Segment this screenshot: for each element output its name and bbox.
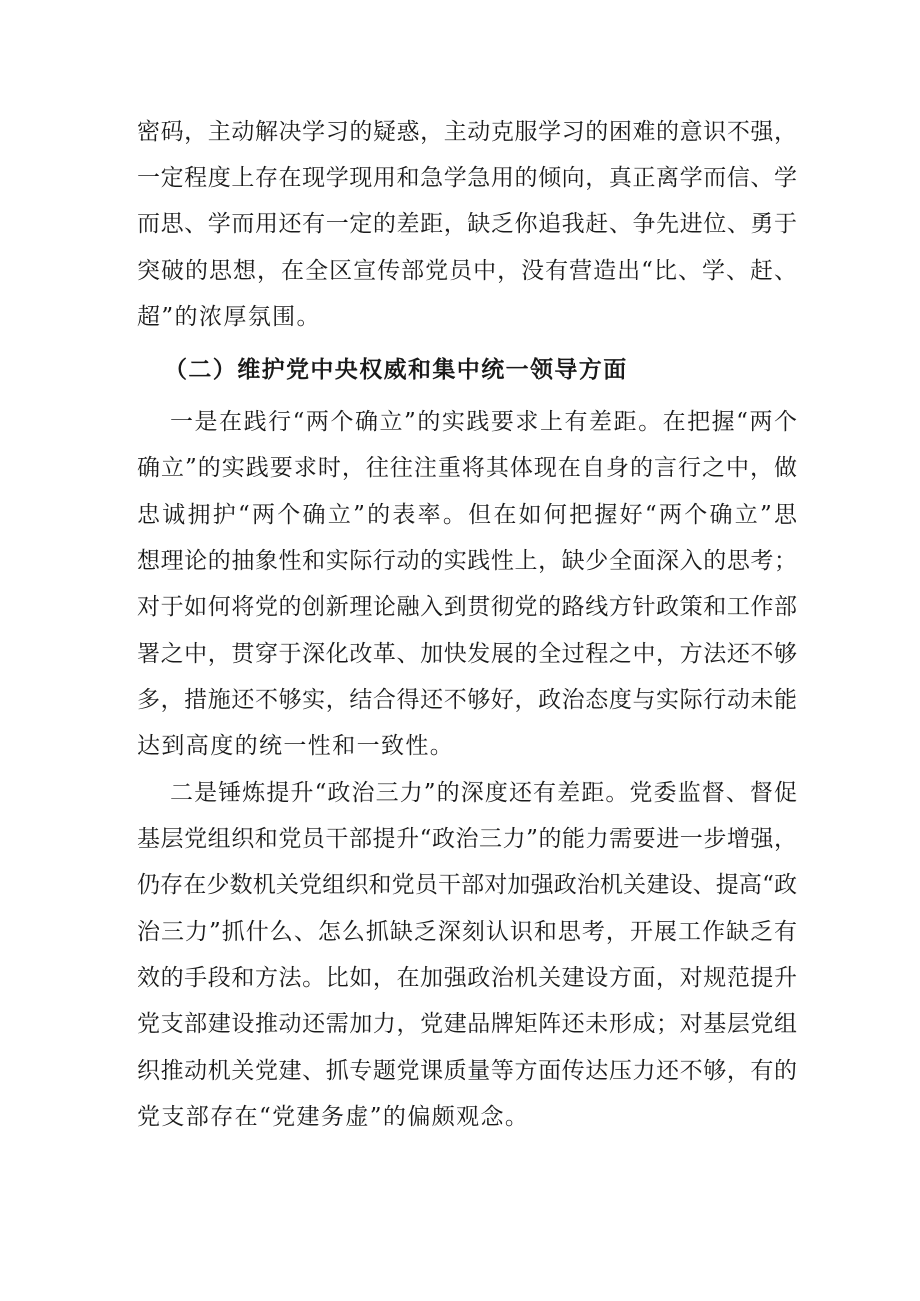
text-line: 突破的思想，在全区宣传部党员中，没有营造出“比、学、赶、: [137, 258, 797, 284]
text-line: 织推动机关党建、抓专题党课质量等方面传达压力还不够，有的: [137, 1058, 797, 1084]
text-line: 想理论的抽象性和实际行动的实践性上，缺少全面深入的思考；: [137, 548, 797, 574]
text-line: 效的手段和方法。比如，在加强政治机关建设方面，对规范提升: [137, 965, 797, 991]
text-line: 忠诚拥护“两个确立”的表率。但在如何把握好“两个确立”思: [137, 502, 797, 528]
text-line: 多，措施还不够实，结合得还不够好，政治态度与实际行动未能: [137, 687, 797, 713]
text-line: 党支部建设推动还需加力，党建品牌矩阵还未形成；对基层党组: [137, 1011, 797, 1037]
text-line: 治三力”抓什么、怎么抓缺乏深刻认识和思考，开展工作缺乏有: [137, 919, 797, 945]
text-line: 而思、学而用还有一定的差距，缺乏你追我赶、争先进位、勇于: [137, 211, 797, 237]
text-line: 超”的浓厚氛围。: [137, 304, 321, 330]
paragraph-first-line: 二是锤炼提升“政治三力”的深度还有差距。党委监督、督促: [170, 780, 797, 806]
text-line: 党支部存在“党建务虚”的偏颇观念。: [137, 1104, 530, 1130]
text-line: 基层党组织和党员干部提升“政治三力”的能力需要进一步增强，: [137, 826, 797, 852]
text-line: 达到高度的统一性和一致性。: [137, 733, 455, 759]
paragraph-first-line: 一是在践行“两个确立”的实践要求上有差距。在把握“两个: [170, 409, 797, 435]
text-line: 对于如何将党的创新理论融入到贯彻党的路线方针政策和工作部: [137, 594, 797, 620]
text-line: 一定程度上存在现学现用和急学急用的倾向，真正离学而信、学: [137, 165, 797, 191]
text-line: 密码，主动解决学习的疑惑，主动克服学习的困难的意识不强，: [137, 119, 797, 145]
text-line: 仍存在少数机关党组织和党员干部对加强政治机关建设、提高“政: [137, 872, 797, 898]
section-heading: （二）维护党中央权威和集中统一领导方面: [164, 356, 628, 383]
text-line: 确立”的实践要求时，往往注重将其体现在自身的言行之中，做: [137, 455, 797, 481]
text-line: 署之中，贯穿于深化改革、加快发展的全过程之中，方法还不够: [137, 641, 797, 667]
